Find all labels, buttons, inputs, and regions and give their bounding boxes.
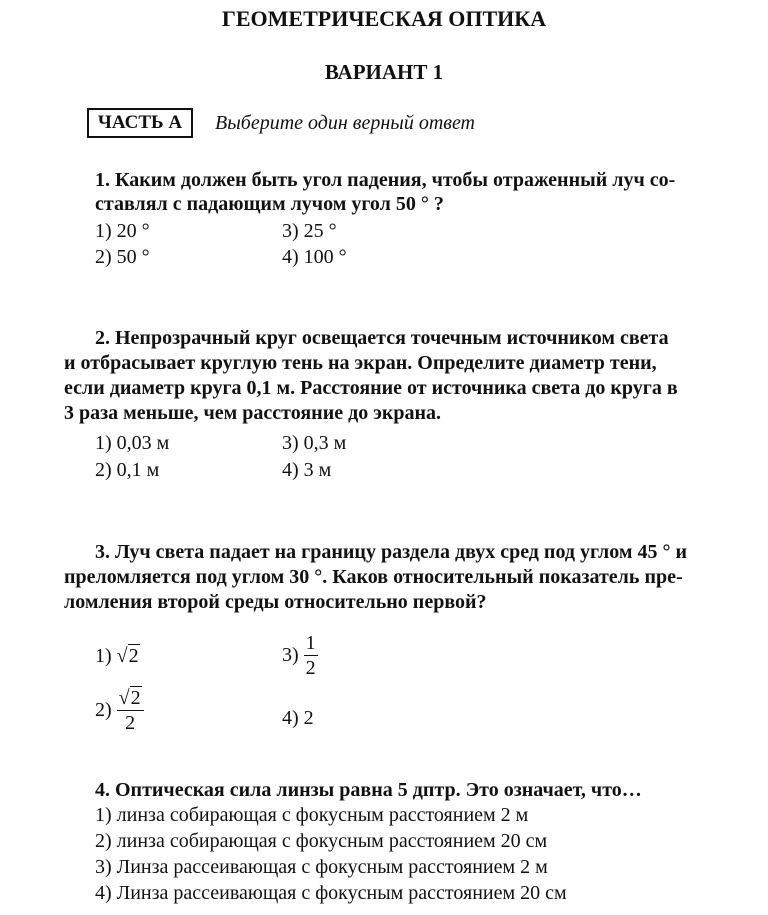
- answer-option: 2) линза собирающая с фокусным расстоянием 20 см: [95, 830, 548, 852]
- fraction-denominator: 2: [125, 712, 136, 734]
- question-text-line: 1. Каким должен быть угол падения, чтобы отраженный луч со-: [95, 169, 676, 191]
- fraction-numerator: [117, 686, 144, 711]
- answer-option: 1) 0,03 м: [95, 432, 170, 454]
- radicand: 2: [128, 645, 139, 667]
- answer-option: 4) 2: [282, 707, 314, 729]
- answer-option: 4) Линза рассеивающая с фокусным расстоянием 20 см: [95, 882, 567, 904]
- question-text-line: 3 раза меньше, чем расстояние до экрана.: [64, 402, 442, 424]
- radical-sign: √: [118, 687, 130, 709]
- answer-option: [282, 631, 318, 680]
- answer-option: 4) 100 °: [282, 246, 347, 268]
- question-text-line: преломляется под углом 30 °. Каков относительный показатель пре-: [64, 566, 683, 588]
- question-text-line: 3. Луч света падает на границу раздела двух сред под углом 45 ° и: [95, 541, 688, 563]
- radicand: 2: [130, 687, 141, 709]
- option-number: 3): [282, 644, 299, 666]
- option-number: 1): [95, 645, 112, 667]
- sqrt-expression: [117, 645, 140, 668]
- page-title: ГЕОМЕТРИЧЕСКАЯ ОПТИКА: [221, 6, 547, 31]
- fraction: [304, 631, 318, 680]
- answer-option: 2) 50 °: [95, 246, 150, 268]
- option-number: 2): [95, 699, 112, 721]
- answer-option: 3) 0,3 м: [282, 432, 347, 454]
- answer-option: 1) 20 °: [95, 220, 150, 242]
- question-text-line: ломления второй среды относительно первой?: [64, 591, 487, 613]
- answer-option: 3) 25 °: [282, 220, 337, 242]
- radical-sign: √: [116, 645, 128, 667]
- answer-option: 4) 3 м: [282, 459, 332, 481]
- question-text-line: ставлял с падающим лучом угол 50 ° ?: [95, 193, 444, 215]
- answer-option: 1) линза собирающая с фокусным расстоянием 2 м: [95, 804, 529, 826]
- answer-option: [95, 686, 144, 735]
- fraction-numerator: 1: [305, 632, 316, 654]
- fraction-denominator: 2: [305, 657, 316, 679]
- variant-heading: ВАРИАНТ 1: [324, 60, 444, 84]
- part-instruction: Выберите один верный ответ: [215, 112, 475, 134]
- question-text-line: и отбрасывает круглую тень на экран. Определите диаметр тени,: [64, 352, 657, 374]
- part-label-box: ЧАСТЬ А: [87, 108, 193, 138]
- question-text-line: если диаметр круга 0,1 м. Расстояние от источника света до круга в: [64, 377, 678, 399]
- answer-option: 3) Линза рассеивающая с фокусным расстоянием 2 м: [95, 856, 548, 878]
- question-text-line: 4. Оптическая сила линзы равна 5 дптр. Это означает, что…: [95, 779, 642, 801]
- question-text-line: 2. Непрозрачный круг освещается точечным источником света: [95, 327, 669, 349]
- answer-option: 2) 0,1 м: [95, 459, 160, 481]
- fraction: [117, 686, 144, 735]
- answer-option: [95, 645, 140, 668]
